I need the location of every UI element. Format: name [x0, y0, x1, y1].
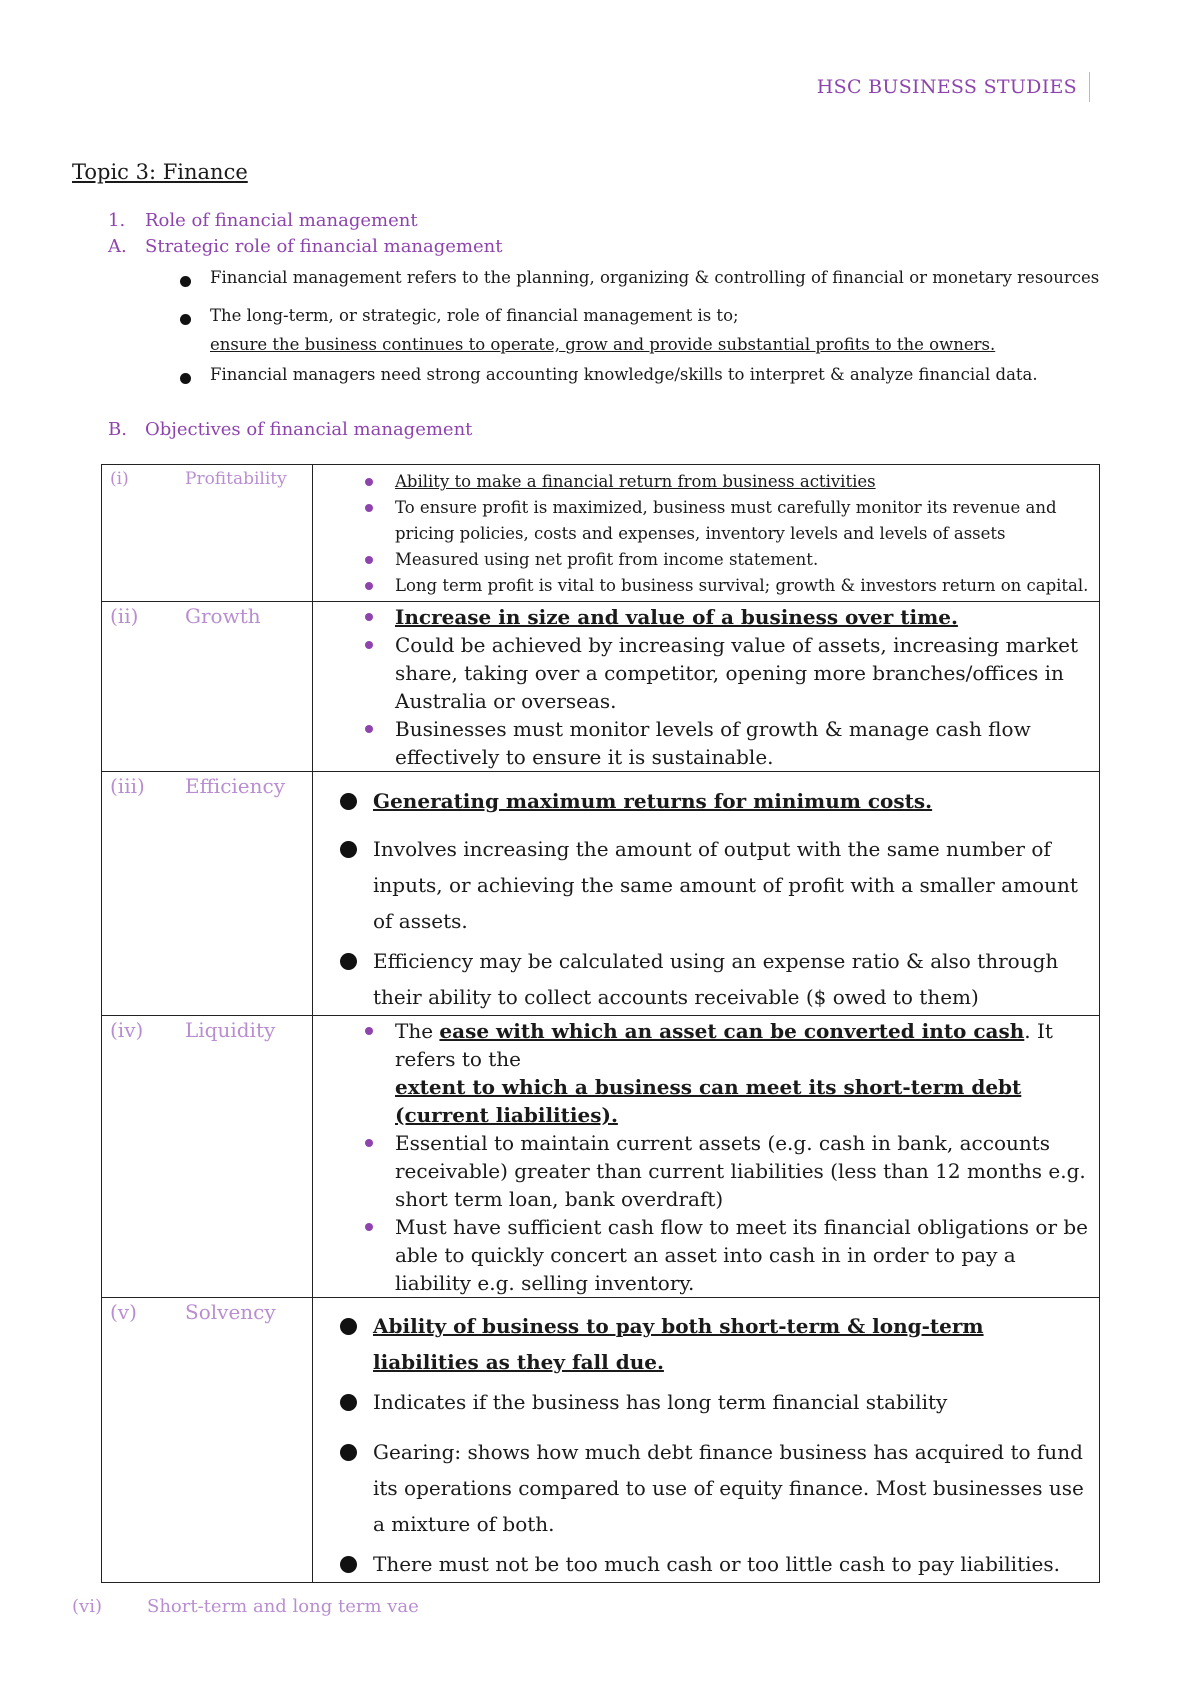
- section-1-title: Role of financial management: [145, 210, 418, 231]
- objective-roman: (ii): [110, 604, 139, 628]
- table-row: [102, 772, 1100, 1016]
- bullet-icon: [365, 1139, 373, 1147]
- list-item: The ease with which an asset can be converted into cash. It refers to the extent to which a business can meet its short-term debt (current liabilities).: [313, 1017, 1099, 1129]
- footer-text: Short-term and long term vae: [147, 1596, 419, 1617]
- section-a-bullet-1: Financial management refers to the planning, organizing & controlling of financial or monetary resources: [210, 268, 1100, 287]
- objective-points: [313, 469, 1099, 599]
- section-a-bullet-2: The long-term, or strategic, role of financial management is to;: [210, 306, 739, 325]
- objective-roman: (iii): [110, 774, 145, 798]
- table-row: [102, 602, 1100, 772]
- bullet-icon: [365, 556, 373, 564]
- list-item: Increase in size and value of a business over time.: [313, 603, 1099, 631]
- section-a-letter: A.: [108, 236, 127, 257]
- bullet-icon: [340, 1556, 357, 1573]
- objective-roman: (i): [110, 469, 129, 489]
- bullet-icon: [340, 793, 357, 810]
- bullet-icon: [340, 1318, 357, 1335]
- bullet-icon: [180, 373, 191, 384]
- section-1-number: 1.: [108, 210, 126, 231]
- bullet-icon: [365, 613, 373, 621]
- objective-roman: (v): [110, 1300, 137, 1324]
- list-item: Indicates if the business has long term financial stability: [313, 1384, 1099, 1420]
- objective-name: Growth: [185, 604, 261, 628]
- bullet-icon: [365, 641, 373, 649]
- bullet-icon: [340, 1444, 357, 1461]
- bullet-icon: [365, 478, 373, 486]
- bullet-icon: [180, 314, 191, 325]
- list-item: Must have sufficient cash flow to meet its financial obligations or be able to quickly concert an asset into cash in in order to pay a liability e.g. selling inventory.: [313, 1213, 1099, 1297]
- section-b-letter: B.: [108, 419, 127, 440]
- bullet-icon: [365, 1223, 373, 1231]
- objective-content-cell: [313, 1016, 1100, 1298]
- objective-name: Efficiency: [185, 774, 286, 798]
- section-a-heading: [108, 236, 502, 257]
- objective-content-cell: [313, 1298, 1100, 1583]
- list-item: Long term profit is vital to business survival; growth & investors return on capital.: [313, 573, 1099, 599]
- list-item: Measured using net profit from income statement.: [313, 547, 1099, 573]
- objective-content-cell: [313, 602, 1100, 772]
- bullet-icon: [365, 582, 373, 590]
- table-row: [102, 1298, 1100, 1583]
- objective-points: [313, 783, 1099, 1015]
- list-item: Efficiency may be calculated using an expense ratio & also through their ability to collect accounts receivable ($ owed to them): [313, 943, 1099, 1015]
- objective-label-cell: [102, 772, 313, 1016]
- list-item: Could be achieved by increasing value of assets, increasing market share, taking over a competitor, opening more branches/offices in Australia or overseas.: [313, 631, 1099, 715]
- topic-title: Topic 3: Finance: [72, 160, 248, 184]
- bullet-icon: [180, 276, 191, 287]
- section-a-bullet-3: Financial managers need strong accounting knowledge/skills to interpret & analyze financial data.: [210, 365, 1038, 384]
- section-b-title: Objectives of financial management: [145, 419, 473, 440]
- objective-label-cell: [102, 1298, 313, 1583]
- page-header: HSC BUSINESS STUDIES: [817, 72, 1090, 102]
- section-b-heading: [108, 419, 472, 440]
- objective-roman: (iv): [110, 1018, 144, 1042]
- objective-points: [313, 1017, 1099, 1297]
- footer-item: [72, 1596, 419, 1617]
- objective-points: [313, 1308, 1099, 1582]
- list-item: There must not be too much cash or too little cash to pay liabilities.: [313, 1546, 1099, 1582]
- bullet-icon: [340, 953, 357, 970]
- bullet-icon: [340, 1394, 357, 1411]
- section-a-title: Strategic role of financial management: [145, 236, 503, 257]
- objective-content-cell: [313, 772, 1100, 1016]
- list-item: Ability to make a financial return from business activities: [313, 469, 1099, 495]
- objective-name: Solvency: [185, 1300, 276, 1324]
- objective-label-cell: [102, 1016, 313, 1298]
- objective-name: Profitability: [185, 469, 287, 489]
- section-a-bullet-2-underlined: ensure the business continues to operate, grow and provide substantial profits to the owners.: [210, 335, 996, 354]
- list-item: To ensure profit is maximized, business must carefully monitor its revenue and pricing policies, costs and expenses, inventory levels and levels of assets: [313, 495, 1099, 547]
- section-1-heading: [108, 210, 418, 231]
- objective-points: [313, 603, 1099, 771]
- objective-content-cell: [313, 465, 1100, 602]
- objective-label-cell: [102, 465, 313, 602]
- list-item: Generating maximum returns for minimum costs.: [313, 783, 1099, 819]
- objective-label-cell: [102, 602, 313, 772]
- list-item: Businesses must monitor levels of growth & manage cash flow effectively to ensure it is sustainable.: [313, 715, 1099, 771]
- list-item: Involves increasing the amount of output with the same number of inputs, or achieving the same amount of profit with a smaller amount of assets.: [313, 831, 1099, 939]
- objective-name: Liquidity: [185, 1018, 276, 1042]
- objectives-table: [101, 464, 1100, 1583]
- bullet-icon: [365, 725, 373, 733]
- bullet-icon: [340, 841, 357, 858]
- footer-roman: (vi): [72, 1596, 102, 1617]
- list-item: Essential to maintain current assets (e.g. cash in bank, accounts receivable) greater than current liabilities (less than 12 months e.g. short term loan, bank overdraft): [313, 1129, 1099, 1213]
- list-item: Ability of business to pay both short-term & long-term liabilities as they fall due.: [313, 1308, 1099, 1380]
- list-item: Gearing: shows how much debt finance business has acquired to fund its operations compared to use of equity finance. Most businesses use a mixture of both.: [313, 1434, 1099, 1542]
- bullet-icon: [365, 1027, 373, 1035]
- table-row: [102, 465, 1100, 602]
- table-row: [102, 1016, 1100, 1298]
- bullet-icon: [365, 504, 373, 512]
